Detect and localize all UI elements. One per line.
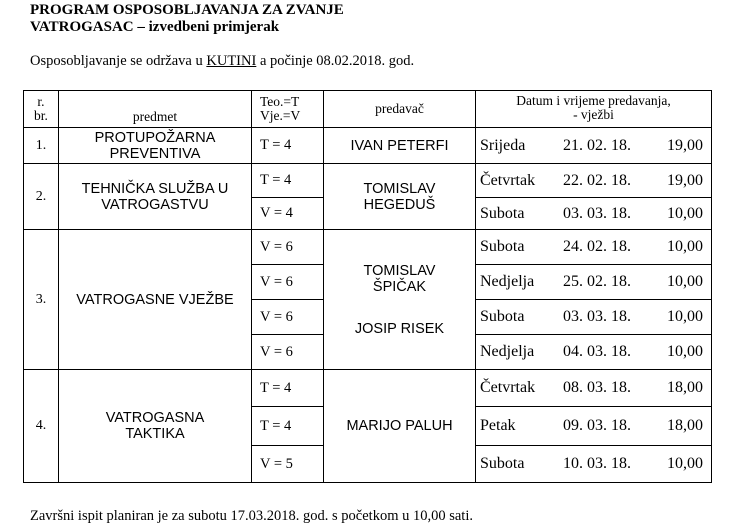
session-datetime (476, 407, 712, 446)
lecturer-line (324, 295, 475, 305)
table-header-row (24, 91, 712, 128)
subject-line: PROTUPOŽARNA (94, 129, 216, 146)
session-datetime (476, 164, 712, 198)
session-time: 19,00 (667, 136, 703, 154)
row-number: 2. (24, 164, 59, 230)
lecturer-line: JOSIP RISEK (354, 320, 445, 337)
session-datetime (476, 446, 712, 483)
session-datetime (476, 265, 712, 300)
session-day: Subota (480, 238, 525, 255)
session-date: 25. 02. 18. (563, 273, 631, 290)
session-datetime (476, 335, 712, 370)
session-type: V = 5 (252, 446, 324, 483)
lecturer-line: IVAN PETERFI (350, 137, 449, 154)
lecturer-line: TOMISLAV (363, 180, 436, 197)
session-day: Četvrtak (480, 171, 536, 189)
session-date: 09. 03. 18. (563, 417, 631, 434)
session-time: 18,00 (667, 417, 703, 434)
session-time: 19,00 (667, 171, 703, 189)
row-number: 4. (24, 370, 59, 483)
session-datetime (476, 370, 712, 407)
session-time: 18,00 (667, 379, 703, 396)
lecturer-line: TOMISLAV (363, 262, 436, 279)
lecturer-line: HEGEDUŠ (363, 196, 436, 213)
subject-line: VATROGASNE VJEŽBE (76, 291, 234, 308)
session-day: Nedjelja (480, 273, 535, 290)
session-date: 03. 03. 18. (563, 308, 631, 325)
session-time: 10,00 (667, 343, 703, 360)
session-type: T = 4 (252, 128, 324, 164)
subject-cell (59, 164, 252, 230)
intro-after: a počinje 08.02.2018. god. (256, 53, 415, 69)
session-time: 10,00 (667, 238, 703, 255)
table-row (24, 370, 712, 407)
intro-text (30, 53, 414, 70)
session-time: 10,00 (667, 455, 703, 472)
session-date: 04. 03. 18. (563, 343, 631, 360)
table-row (24, 230, 712, 265)
subject-cell (59, 230, 252, 370)
session-type: V = 6 (252, 335, 324, 370)
subject-line: TEHNIČKA SLUŽBA U (81, 180, 229, 197)
header-datetime: Datum i vrijeme predavanja, - vježbi (476, 91, 712, 128)
session-time: 10,00 (667, 204, 703, 222)
intro-before: Osposobljavanje se održava u (30, 53, 207, 69)
lecturer-cell (324, 370, 476, 483)
session-type: V = 4 (252, 198, 324, 230)
session-date: 24. 02. 18. (563, 238, 631, 255)
subject-line: VATROGASNA (105, 410, 205, 426)
session-datetime (476, 198, 712, 230)
schedule-table (23, 90, 712, 483)
lecturer-cell (324, 164, 476, 230)
table-row (24, 164, 712, 198)
session-type: V = 6 (252, 265, 324, 300)
session-datetime (476, 300, 712, 335)
row-number: 1. (24, 128, 59, 164)
session-day: Subota (480, 455, 525, 472)
session-time: 10,00 (667, 308, 703, 325)
session-date: 10. 03. 18. (563, 455, 631, 472)
lecturer-cell (324, 230, 476, 370)
subject-cell (59, 128, 252, 164)
session-date: 03. 03. 18. (563, 204, 631, 222)
lecturer-line: ŠPIČAK (372, 278, 427, 295)
session-date: 22. 02. 18. (563, 171, 631, 189)
session-time: 10,00 (667, 273, 703, 290)
header-subject: predmet (59, 91, 252, 128)
subject-line: PREVENTIVA (109, 145, 201, 162)
lecturer-cell (324, 128, 476, 164)
session-type: T = 4 (252, 370, 324, 407)
session-type: V = 6 (252, 300, 324, 335)
session-day: Subota (480, 308, 525, 325)
footer-note: Završni ispit planiran je za subotu 17.03.2018. god. s početkom u 10,00 sati. (30, 508, 473, 524)
session-day: Petak (480, 417, 516, 434)
session-day: Nedjelja (480, 343, 535, 360)
session-type: V = 6 (252, 230, 324, 265)
session-datetime (476, 128, 712, 164)
header-lecturer: predavač (324, 91, 476, 128)
row-number: 3. (24, 230, 59, 370)
subject-line: VATROGASTVU (101, 196, 209, 213)
subject-line: TAKTIKA (125, 426, 185, 442)
session-date: 08. 03. 18. (563, 379, 631, 396)
header-rbr: r. br. (24, 91, 59, 128)
doc-title-line1: PROGRAM OSPOSOBLJAVANJA ZA ZVANJE (30, 2, 344, 18)
session-datetime (476, 230, 712, 265)
table-row (24, 128, 712, 164)
header-type: Teo.=T Vje.=V (252, 91, 324, 128)
session-day: Četvrtak (480, 379, 536, 396)
lecturer-line: MARIJO PALUH (346, 418, 453, 434)
session-day: Subota (480, 204, 525, 222)
session-date: 21. 02. 18. (563, 136, 631, 154)
doc-title-line2: VATROGASAC – izvedbeni primjerak (30, 19, 280, 35)
intro-place: KUTINI (206, 53, 257, 69)
session-type: T = 4 (252, 407, 324, 446)
session-day: Srijeda (480, 136, 526, 154)
session-type: T = 4 (252, 164, 324, 198)
subject-cell (59, 370, 252, 483)
